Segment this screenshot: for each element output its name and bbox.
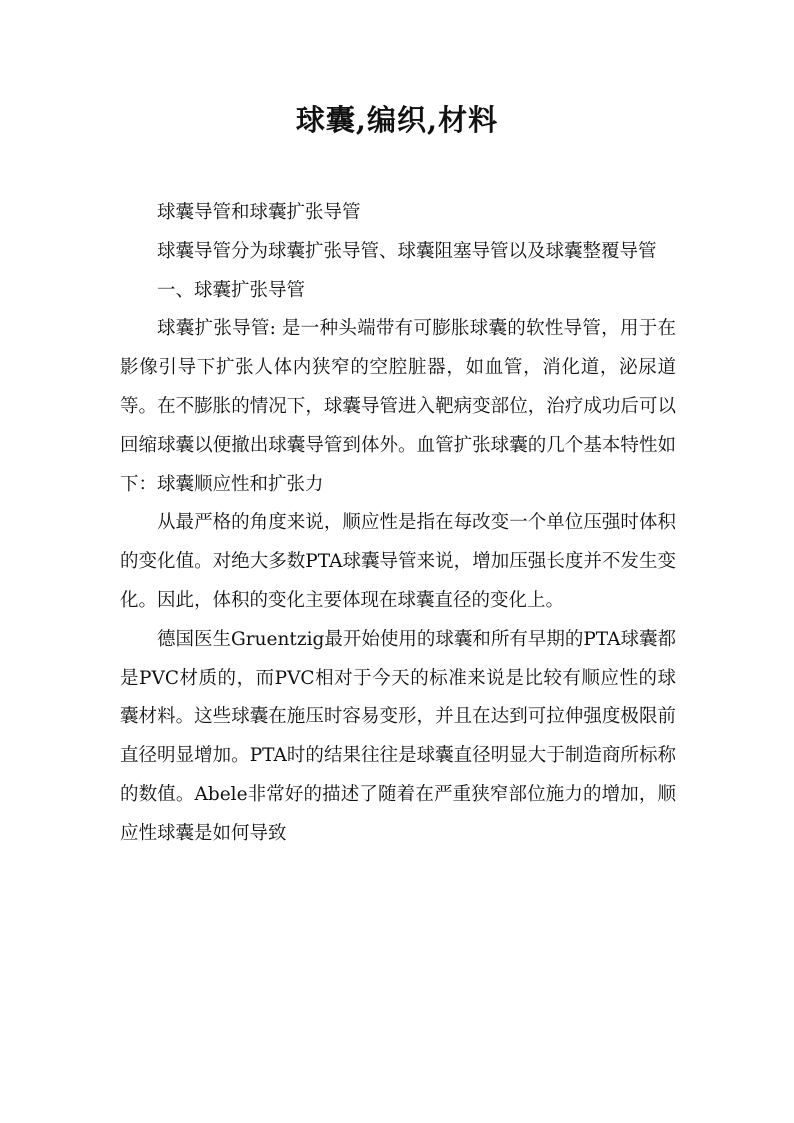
document-title: 球囊,编织,材料 <box>295 103 499 137</box>
paragraph-definition: 球囊扩张导管: 是一种头端带有可膨胀球囊的软性导管，用于在影像引导下扩张人体内狭窄的空腔脏器，如血管，消化道，泌尿道等。在不膨胀的情况下，球囊导管进入靶病变部位，治疗成功后可以回缩球囊以便撤出球囊导管到体外。血管扩张球囊的几个基本特性如下：球囊顺应性和扩张力 <box>120 318 676 495</box>
document-body <box>120 194 676 854</box>
section-heading: 一、球囊扩张导管 <box>157 279 306 301</box>
paragraph-history: 德国医生Gruentzig最开始使用的球囊和所有早期的PTA球囊都是PVC材质的，而PVC相对于今天的标准来说是比较有顺应性的球囊材料。这些球囊在施压时容易变形，并且在达到可拉伸强度极限前直径明显增加。PTA时的结果往往是球囊直径明显大于制造商所标称的数值。Abele非常好的描述了随着在严重狭窄部位施力的增加，顺应性球囊是如何导致 <box>120 628 676 844</box>
paragraph-catheter-types: 球囊导管分为球囊扩张导管、球囊阻塞导管以及球囊整覆导管 <box>157 240 657 262</box>
paragraph-compliance: 从最严格的角度来说，顺应性是指在每改变一个单位压强时体积的变化值。对绝大多数PTA球囊导管来说，增加压强长度并不发生变化。因此，体积的变化主要体现在球囊直径的变化上。 <box>120 512 676 611</box>
paragraph-heading: 球囊导管和球囊扩张导管 <box>157 202 361 223</box>
